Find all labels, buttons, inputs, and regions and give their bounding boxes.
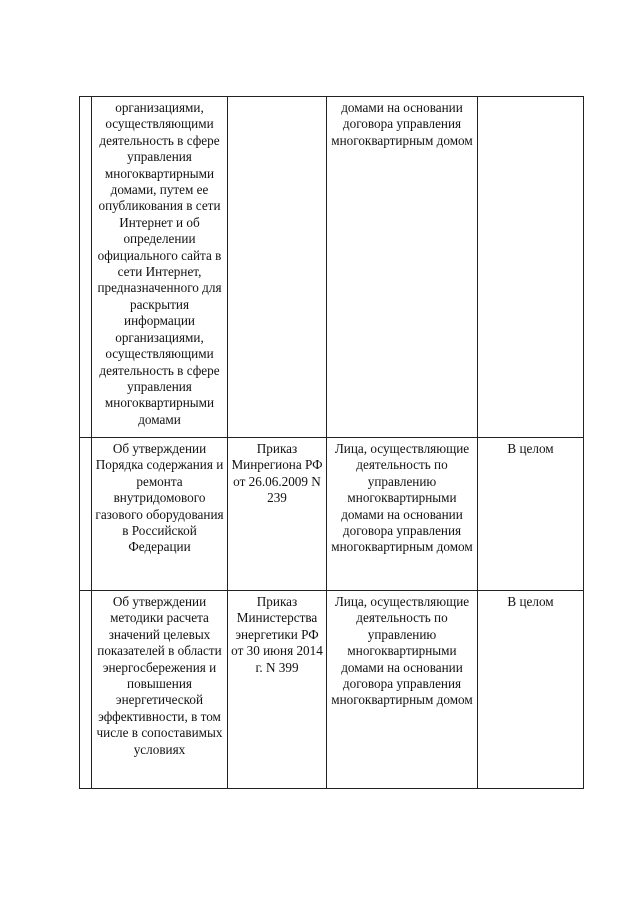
scope-text: В целом [507, 441, 554, 456]
act-cell [228, 97, 327, 438]
table-row [80, 438, 584, 591]
subjects-text: Лица, осуществляющие деятельность по управлению многоквартирными домами на основании договора управления многоквартирным домом [331, 594, 473, 708]
subjects-text: домами на основании договора управления многоквартирным домом [331, 100, 473, 148]
table-row [80, 591, 584, 789]
document-title: организациями, осуществляющими деятельность в сфере управления многоквартирными домами, путем ее опубликования в сети Интернет и об определении официального сайта в сети Интернет, предназначенного для раскрытия информации организациями, осуществляющими деятельность в сфере управления многоквартирными домами [97, 100, 222, 427]
table-row [80, 97, 584, 438]
scope-cell [478, 97, 584, 438]
row-number-cell [80, 438, 92, 591]
subjects-cell [327, 97, 478, 438]
subjects-cell [327, 438, 478, 591]
act-cell [228, 591, 327, 789]
row-number-cell [80, 97, 92, 438]
act-cell [228, 438, 327, 591]
scope-cell [478, 591, 584, 789]
document-title: Об утверждении методики расчета значений целевых показателей в области энергосбережения и повышения энергетической эффективности, в том числе в сопоставимых условиях [96, 594, 223, 757]
row-number-cell [80, 591, 92, 789]
title-cell [92, 591, 228, 789]
regulations-table [79, 96, 584, 789]
title-cell [92, 97, 228, 438]
subjects-text: Лица, осуществляющие деятельность по управлению многоквартирными домами на основании договора управления многоквартирным домом [331, 441, 473, 555]
legal-act: Приказ Минрегиона РФ от 26.06.2009 N 239 [231, 441, 323, 506]
scope-text: В целом [507, 594, 554, 609]
legal-act: Приказ Министерства энергетики РФ от 30 июня 2014 г. N 399 [231, 594, 323, 675]
title-cell [92, 438, 228, 591]
subjects-cell [327, 591, 478, 789]
scope-cell [478, 438, 584, 591]
document-title: Об утверждении Порядка содержания и ремонта внутридомового газового оборудования в Российской Федерации [95, 441, 224, 555]
